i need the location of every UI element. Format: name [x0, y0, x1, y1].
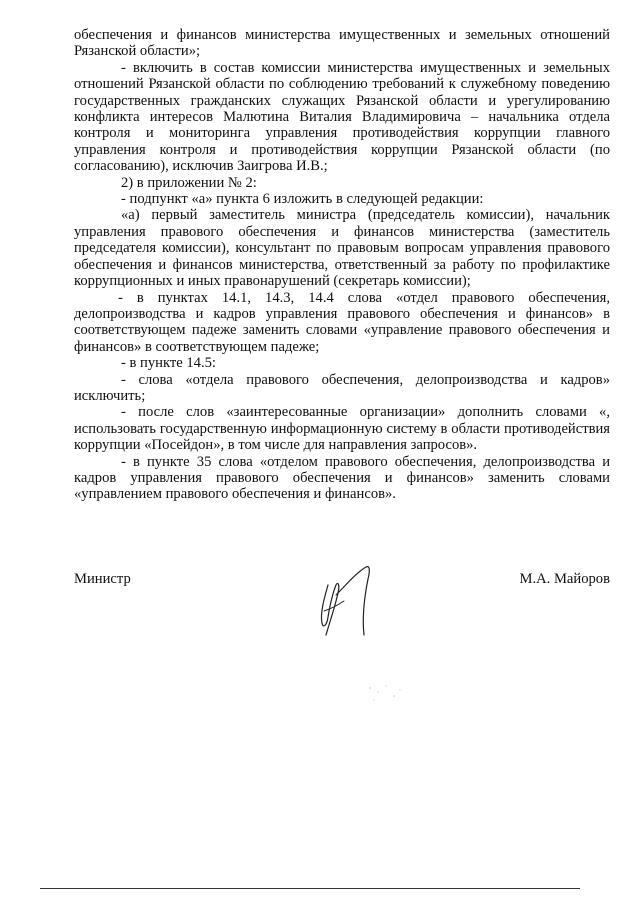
paragraph-4: - подпункт «а» пункта 6 изложить в следующей редакции: — [121, 191, 484, 208]
handwritten-signature — [300, 555, 390, 645]
signer-name: М.А. Майоров — [519, 571, 610, 587]
document-body — [74, 27, 610, 503]
paragraph-1: обеспечения и финансов министерства имущественных и земельных отношений Рязанской области»; — [74, 27, 610, 60]
paragraph-8: - слова «отдела правового обеспечения, делопроизводства и кадров» исключить; — [74, 371, 610, 404]
paragraph-9: - после слов «заинтересованные организации» дополнить словами «, использовать государственную информационную систему в области противодействия коррупции «Посейдон», в том числе для направления запросов». — [74, 404, 610, 454]
paragraph-10: - в пункте 35 слова «отделом правового обеспечения, делопроизводства и кадров управления правового обеспечения и финансов» заменить словами «управлением правового обеспечения и финансов». — [74, 453, 610, 503]
paragraph-7: - в пункте 14.5: — [121, 355, 216, 372]
page-bottom-border — [40, 888, 580, 889]
scan-noise-dots — [360, 680, 410, 710]
paragraph-5: «а) первый заместитель министра (председатель комиссии), начальник управления правового обеспечения и финансов министерства (заместитель председателя комиссии), консультант по правовым вопросам управления правового обеспечения и финансов министерства, ответственный за работу по профилактике коррупционных и иных правонарушений (секретарь комиссии); — [74, 207, 610, 290]
paragraph-6: - в пунктах 14.1, 14.3, 14.4 слова «отдел правового обеспечения, делопроизводства и кадров управления правового обеспечения и финансов» в соответствующем падеже заменить словами «управление правового обеспечения и финансов» в соответствующем падеже; — [74, 289, 610, 355]
paragraph-2: - включить в состав комиссии министерства имущественных и земельных отношений Рязанской области по соблюдению требований к служебному поведению государственных гражданских служащих Рязанской области и урегулированию конфликта интересов Малютина Виталия Владимировича – начальника отдела контроля и мониторинга управления противодействия коррупции главного управления контроля и противодействия коррупции Рязанской области (по согласованию), исключив Заигрова И.В.; — [74, 59, 610, 175]
signer-position: Министр — [74, 571, 131, 587]
paragraph-3: 2) в приложении № 2: — [121, 174, 257, 191]
